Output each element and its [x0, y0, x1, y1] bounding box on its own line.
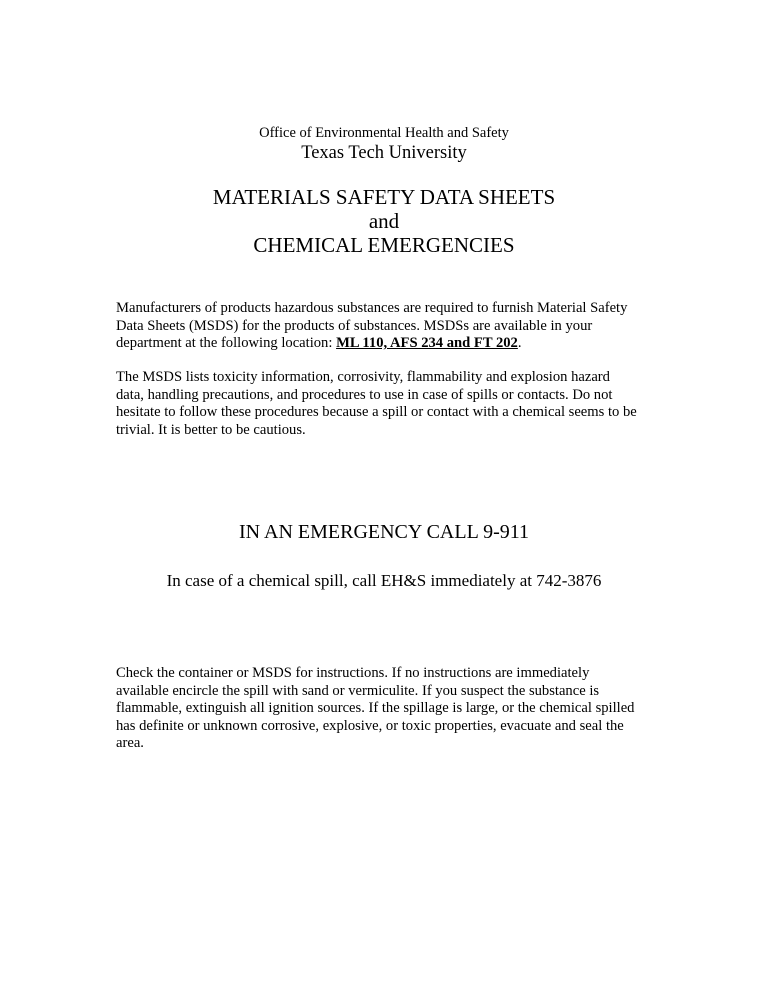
- msds-info-line-4: trivial. It is better to be cautious.: [116, 421, 306, 438]
- instructions-line-1: Check the container or MSDS for instructions. If no instructions are immediately: [116, 665, 590, 681]
- msds-info-line-1: The MSDS lists toxicity information, corrosivity, flammability and explosion hazard: [116, 369, 610, 385]
- intro-line-3-suffix: .: [517, 335, 522, 351]
- office-name: Office of Environmental Health and Safety: [259, 125, 509, 141]
- instructions-line-2: available encircle the spill with sand or vermiculite. If you suspect the substance is: [116, 682, 600, 699]
- intro-line-2: Data Sheets (MSDS) for the products of substances. MSDSs are available in your: [116, 317, 593, 334]
- intro-paragraph: [116, 300, 661, 353]
- msds-info-paragraph: [116, 369, 661, 439]
- intro-line-3-prefix: department at the following location:: [116, 335, 337, 351]
- intro-line-1: Manufacturers of products hazardous substances are required to furnish Material Safety: [116, 300, 628, 316]
- msds-location: ML 110, AFS 234 and FT 202: [336, 335, 518, 351]
- spill-notice: In case of a chemical spill, call EH&S immediately at 742-3876: [166, 571, 602, 590]
- msds-info-line-2: data, handling precautions, and procedures to use in case of spills or contacts. Do not: [116, 386, 613, 403]
- title-line-1: MATERIALS SAFETY DATA SHEETS: [212, 185, 556, 209]
- instructions-line-5: area.: [116, 735, 144, 751]
- instructions-paragraph: [116, 665, 661, 753]
- title-line-3: CHEMICAL EMERGENCIES: [253, 233, 515, 257]
- intro-line-3: [116, 335, 661, 353]
- emergency-heading: IN AN EMERGENCY CALL 9-911: [239, 521, 529, 543]
- instructions-line-3: flammable, extinguish all ignition sources. If the spillage is large, or the chemical spilled: [116, 700, 635, 716]
- instructions-line-4: has definite or unknown corrosive, explosive, or toxic properties, evacuate and seal the: [116, 717, 624, 734]
- university-name: Texas Tech University: [301, 143, 467, 163]
- title-line-2: and: [368, 209, 400, 233]
- msds-info-line-3: hesitate to follow these procedures because a spill or contact with a chemical seems to be: [116, 404, 637, 420]
